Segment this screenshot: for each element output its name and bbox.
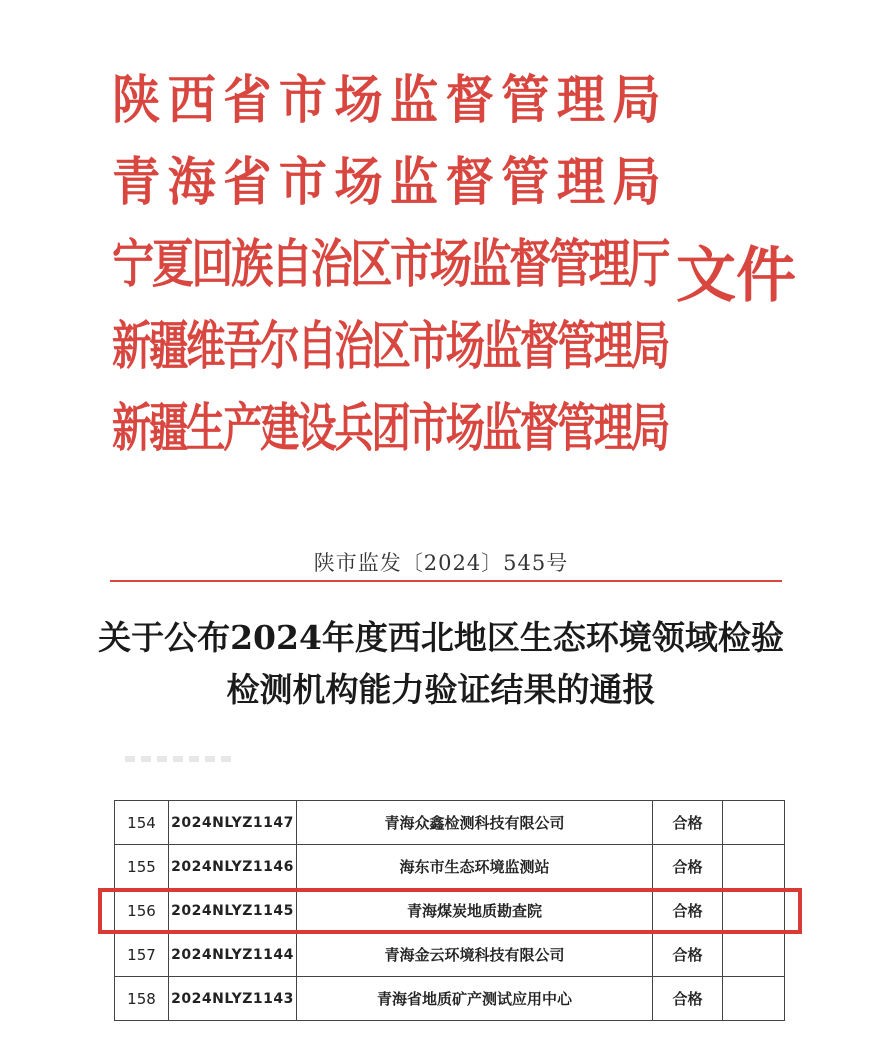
document-title [0,612,882,716]
issuer-xinjiang: 新疆维吾尔自治区市场监督管理局 [112,317,669,377]
sample-code: 2024NLYZ1144 [169,933,297,977]
result-value: 合格 [653,801,723,845]
title-line-2: 检测机构能力验证结果的通报 [226,670,656,709]
issuer-qinghai: 青海省市场监督管理局 [112,153,669,213]
file-label: 文件 [676,241,796,311]
faded-text-line [125,756,235,762]
sample-code: 2024NLYZ1143 [169,977,297,1021]
result-value: 合格 [653,845,723,889]
organization-name: 海东市生态环境监测站 [297,845,653,889]
note-cell [723,977,785,1021]
row-number: 156 [115,889,169,933]
sample-code: 2024NLYZ1147 [169,801,297,845]
red-divider-line [110,580,782,582]
organization-name: 青海省地质矿产测试应用中心 [297,977,653,1021]
organization-name: 青海众鑫检测科技有限公司 [297,801,653,845]
organization-name: 青海金云环境科技有限公司 [297,933,653,977]
result-value: 合格 [653,977,723,1021]
issuer-masthead [112,60,672,470]
title-line-1: 关于公布2024年度西北地区生态环境领域检验 [98,618,784,657]
result-value: 合格 [653,889,723,933]
organization-name: 青海煤炭地质勘查院 [297,889,653,933]
document-number: 陕市监发〔2024〕545号 [313,551,569,575]
note-cell [723,845,785,889]
sample-code: 2024NLYZ1146 [169,845,297,889]
table-row [115,933,785,977]
table-row [115,801,785,845]
highlight-annotation-box [98,888,802,934]
sample-code: 2024NLYZ1145 [169,889,297,933]
row-number: 155 [115,845,169,889]
row-number: 157 [115,933,169,977]
row-number: 154 [115,801,169,845]
issuer-ningxia: 宁夏回族自治区市场监督管理厅 [112,235,669,295]
result-value: 合格 [653,933,723,977]
issuer-xinjiang-corps: 新疆生产建设兵团市场监督管理局 [112,399,669,459]
row-number: 158 [115,977,169,1021]
note-cell [723,801,785,845]
table-row [115,977,785,1021]
issuer-shaanxi: 陕西省市场监督管理局 [112,71,669,131]
note-cell [723,933,785,977]
table-row [115,845,785,889]
